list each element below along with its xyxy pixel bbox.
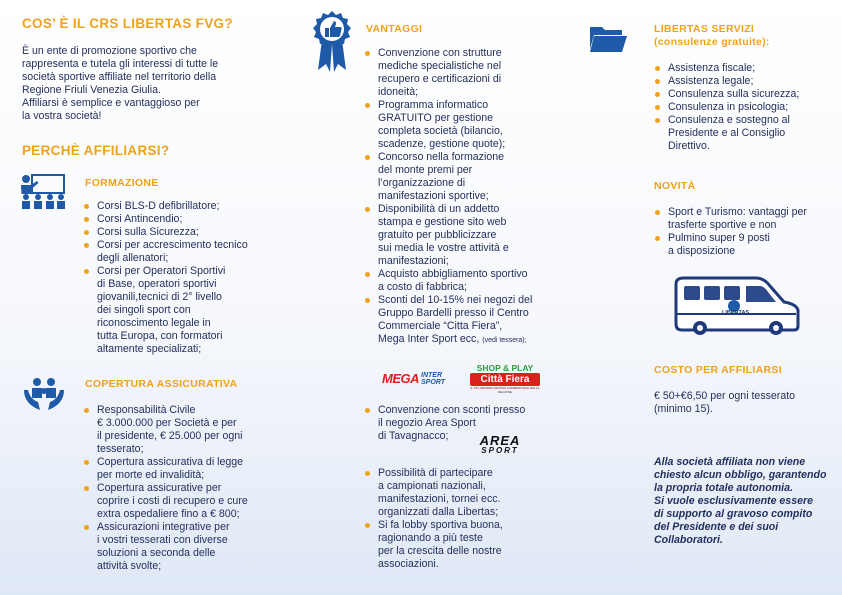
intro-line: Affiliarsi è semplice e vantaggioso per <box>22 97 200 109</box>
list-item: Responsabilità Civile € 3.000.000 per Società e per il presidente, € 25.000 per ogni tesserato; <box>83 404 293 456</box>
copertura-list <box>83 404 293 573</box>
list-item: Assistenza fiscale; <box>654 62 834 75</box>
servizi-list <box>654 62 834 153</box>
novita-list <box>654 206 834 258</box>
list-item: Assicurazioni integrative per i vostri tesserati con diverse soluzioni a seconda delle attività svolte; <box>83 521 293 573</box>
copertura-title: COPERTURA ASSICURATIVA <box>85 378 238 390</box>
thumbs-up-badge-icon <box>312 10 352 72</box>
intro-line: la vostra società! <box>22 110 102 122</box>
list-item: Corsi per accrescimento tecnico degli allenatori; <box>83 239 283 265</box>
intro-line: società sportive affiliate nel territorio della <box>22 71 217 83</box>
list-item: Corsi BLS-D defibrillatore; <box>83 200 283 213</box>
vantaggi-title: VANTAGGI <box>366 23 423 35</box>
list-item: Programma informatico GRATUITO per gestione completa società (bilancio, scadenze, gestione quote); <box>364 99 560 151</box>
list-item: Concorso nella formazione del monte premi per l’organizzazione di manifestazioni sportive; <box>364 151 560 203</box>
vantaggi-list-2 <box>364 467 560 571</box>
classroom-icon <box>18 173 66 213</box>
formazione-list <box>83 200 283 356</box>
closing-note: Alla società affiliata non viene chiesto alcun obbligo, garantendo la propria totale autonomia. Si vuole esclusivamente essere di supporto al gravoso compito del Presidente e dei suoi Collaboratori. <box>654 456 827 546</box>
list-item: Convenzione con sconti presso il negozio Area Sport di Tavagnacco; <box>364 404 560 443</box>
list-item: Si fa lobby sportiva buona, ragionando a più teste per la crescita delle nostre associazioni. <box>364 519 560 571</box>
list-item: Acquisto abbigliamento sportivo a costo di fabbrica; <box>364 268 560 294</box>
list-item: Consulenza e sostegno al Presidente e al Consiglio Direttivo. <box>654 114 834 153</box>
citta-fiera-logo: SHOP & PLAY Città Fiera IL PIÙ GRANDE CENTRO COMMERCIALE DELLA REGIONE <box>470 363 540 394</box>
costo-text: € 50+€6,50 per ogni tesserato (minimo 15). <box>654 390 796 415</box>
van-logo: LIBERTAS <box>722 310 750 316</box>
intro-line: rappresenta e tutela gli interessi di tutte le <box>22 58 219 70</box>
family-hands-icon <box>22 376 66 412</box>
list-item: Corsi sulla Sicurezza; <box>83 226 283 239</box>
folder-icon <box>588 23 628 53</box>
list-item: Disponibilità di un addetto stampa e gestione sito web gratuito per pubblicizzare sui media le vostre attività e manifestazioni; <box>364 203 560 268</box>
list-item: Corsi per Operatori Sportivi di Base, operatori sportivi giovanili,tecnici di 2° livello dei singoli sport con riconoscimento legale in tutta Europa, con formatori altamente specializati; <box>83 265 283 356</box>
vantaggi-list <box>364 47 560 347</box>
minibus-icon <box>672 276 800 336</box>
list-item: Copertura assicurativa di legge per morte ed invalidità; <box>83 456 293 482</box>
servizi-subtitle: (consulenze gratuite): <box>654 36 770 48</box>
area-sport-logo: AREA SPORT <box>479 433 521 455</box>
about-intro <box>22 45 272 123</box>
list-item: Copertura assicurative per coprire i costi di recupero e cure extra ospedaliere fino a € 800; <box>83 482 293 521</box>
intro-line: Regione Friuli Venezia Giulia. <box>22 84 161 96</box>
list-item: Possibilità di partecipare a campionati nazionali, manifestazioni, tornei ecc. organizzati dalla Libertas; <box>364 467 560 519</box>
novita-title: NOVITÀ <box>654 180 696 192</box>
servizi-title: LIBERTAS SERVIZI <box>654 23 755 35</box>
list-item: Sconti del 10-15% nei negozi del Gruppo Bardelli presso il Centro Commerciale “Citta Fiera”, Mega Inter Sport ecc, (vedi tessera); <box>364 294 560 347</box>
formazione-title: FORMAZIONE <box>85 177 159 189</box>
vedi-tessera: (vedi tessera); <box>482 337 527 344</box>
list-item: Consulenza sulla sicurezza; <box>654 88 834 101</box>
intro-line: È un ente di promozione sportivo che <box>22 45 197 57</box>
list-item: Sport e Turismo: vantaggi per trasferte sportive e non <box>654 206 834 232</box>
about-title: COS’ È IL CRS LIBERTAS FVG? <box>22 16 233 31</box>
list-item: Corsi Antincendio; <box>83 213 283 226</box>
list-item: Consulenza in psicologia; <box>654 101 834 114</box>
mega-inter-sport-logo: MEGA INTER SPORT <box>382 371 445 386</box>
costo-title: COSTO PER AFFILIARSI <box>654 364 782 376</box>
list-item: Assistenza legale; <box>654 75 834 88</box>
list-item: Convenzione con strutture mediche specialistiche nel recupero e certificazioni di idoneità; <box>364 47 560 99</box>
why-title: PERCHÈ AFFILIARSI? <box>22 143 170 158</box>
list-item: Pulmino super 9 posti a disposizione <box>654 232 834 258</box>
